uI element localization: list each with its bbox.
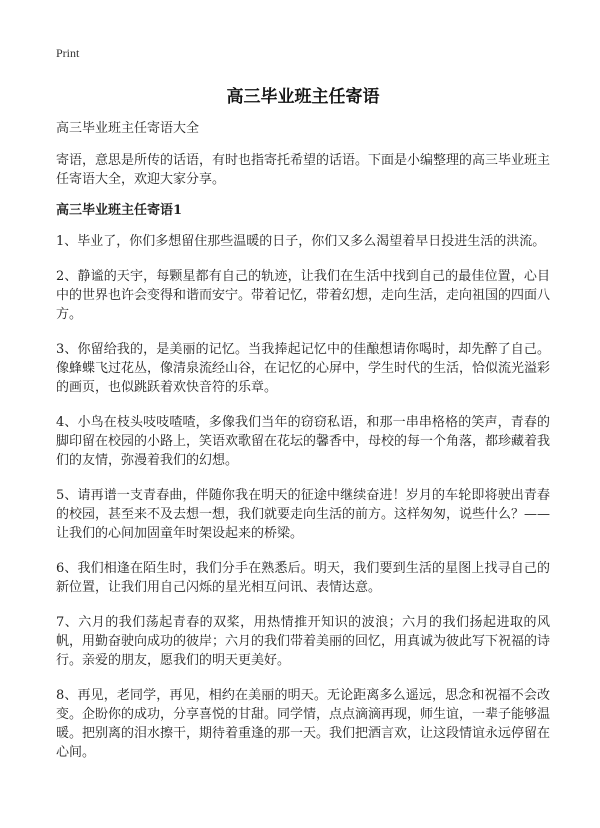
message-paragraph-6: 6、我们相逢在陌生时，我们分手在熟悉后。明天，我们要到生活的星图上找寻自己的新位置，让我们用自己闪烁的星光相互问讯、表情达意。 bbox=[56, 561, 550, 595]
message-paragraph-4: 4、小鸟在枝头吱吱喳喳，多像我们当年的窃窃私语，和那一串串格格的笑声，青春的脚印留在校园的小路上，笑语欢歌留在花坛的馨香中，母校的每一个角落，都珍藏着我们的友情，弥漫着我们的幻想。 bbox=[56, 415, 551, 468]
message-paragraph-5: 5、请再谱一支青春曲，伴随你我在明天的征途中继续奋进！岁月的车轮即将驶出青春的校园，甚至来不及去想一想，我们就要走向生活的前方。这样匆匆，说些什么？——让我们的心间加固童年时架设起来的桥梁。 bbox=[56, 488, 551, 541]
message-paragraph-8: 8、再见，老同学，再见，相约在美丽的明天。无论距离多么遥远，思念和祝福不会改变。企盼你的成功，分享喜悦的甘甜。同学情，点点滴滴再现，师生谊，一辈子能够温暖。把别离的泪水擦干，期待着重逢的那一天。我们把酒言欢，让这段情谊永远停留在心间。 bbox=[56, 688, 551, 760]
print-link[interactable]: Print bbox=[56, 46, 80, 60]
section-heading: 高三毕业班主任寄语1 bbox=[56, 203, 183, 218]
message-paragraph-2: 2、静谧的天宇，每颗星都有自己的轨迹，让我们在生活中找到自己的最佳位置，心目中的世界也许会变得和谐而安宁。带着记忆，带着幻想，走向生活，走向祖国的四面八方。 bbox=[56, 269, 551, 322]
message-paragraph-1: 1、毕业了，你们多想留住那些温暖的日子，你们又多么渴望着早日投进生活的洪流。 bbox=[56, 234, 546, 249]
page-title: 高三毕业班主任寄语 bbox=[226, 87, 380, 107]
intro-paragraph: 寄语，意思是所传的话语，有时也指寄托希望的话语。下面是小编整理的高三毕业班主任寄语大全，欢迎大家分享。 bbox=[56, 153, 551, 187]
message-paragraph-3: 3、你留给我的，是美丽的记忆。当我捧起记忆中的佳酿想请你喝时，却先醉了自己。像蜂蝶飞过花丛，像清泉流经山谷，在记忆的心屏中，学生时代的生活，恰似流光溢彩的画页，也似跳跃着欢快音符的乐章。 bbox=[56, 342, 551, 395]
message-paragraph-7: 7、六月的我们荡起青春的双桨，用热情推开知识的波浪；六月的我们扬起进取的风帆，用勤奋驶向成功的彼岸；六月的我们带着美丽的回忆，用真诚为彼此写下祝福的诗行。亲爱的朋友，愿我们的明天更美好。 bbox=[56, 615, 551, 668]
message-list bbox=[56, 232, 550, 778]
document-subtitle: 高三毕业班主任寄语大全 bbox=[56, 121, 200, 136]
